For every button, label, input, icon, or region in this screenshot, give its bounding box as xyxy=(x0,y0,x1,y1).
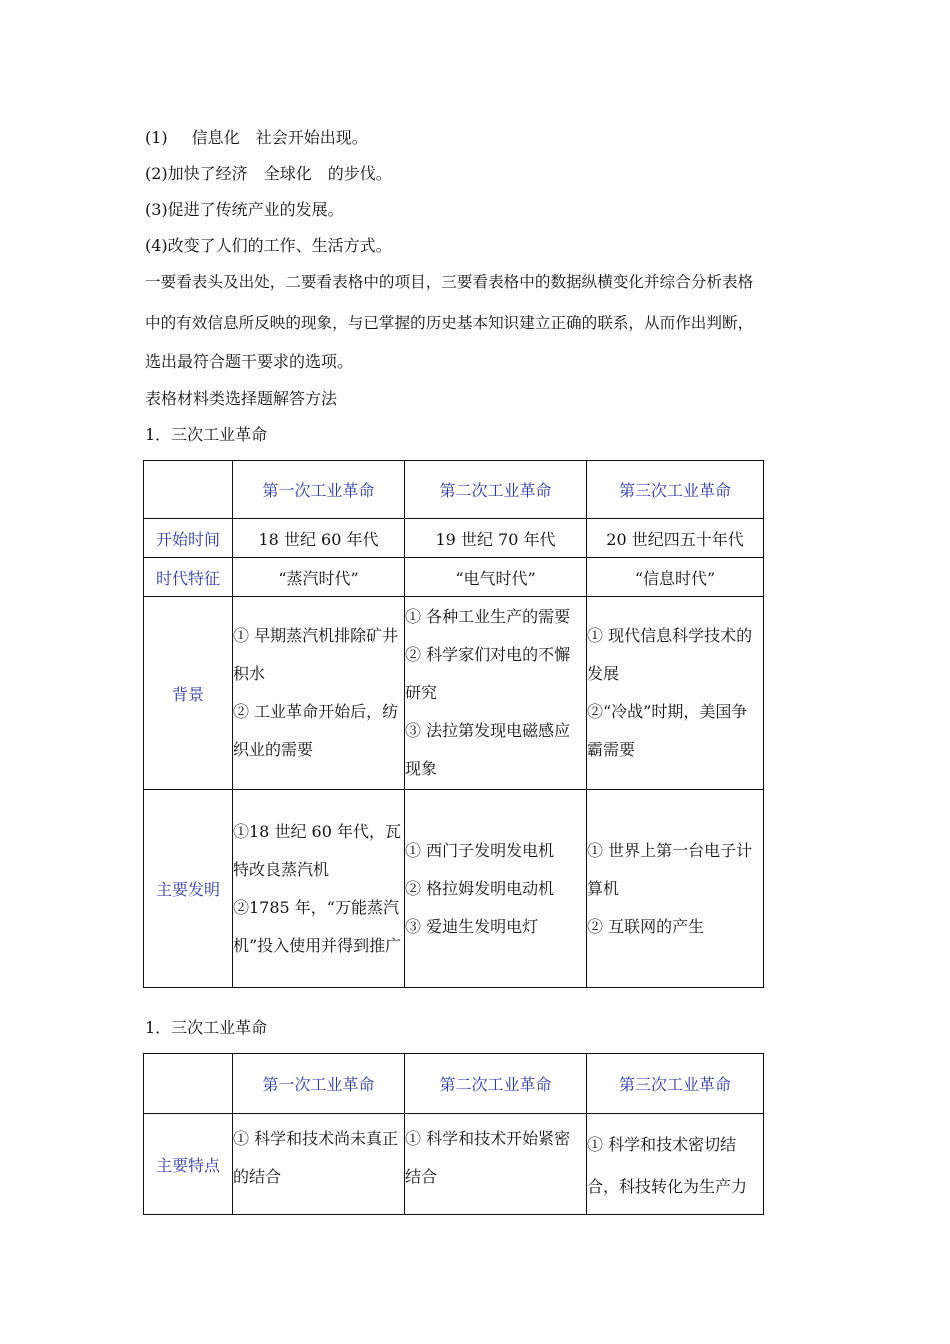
section-title: 1．三次工业革命 xyxy=(145,425,268,444)
table-cell: 18 世纪 60 年代 xyxy=(233,519,405,558)
header-third-revolution: 第三次工业革命 xyxy=(587,1054,764,1114)
table-cell: ① 科学和技术密切结合，科技转化为生产力 xyxy=(587,1114,764,1215)
table-cell xyxy=(587,597,764,790)
table-cell xyxy=(405,597,587,790)
intro-item-1 xyxy=(145,128,368,148)
item-text: 的步伐。 xyxy=(327,164,392,183)
cell-item: ②1785 年，“万能蒸汽机”投入使用并得到推广 xyxy=(233,897,402,955)
header-second-revolution: 第二次工业革命 xyxy=(405,1054,587,1114)
revolution-features-table xyxy=(143,1053,764,1215)
cell-item: ②“冷战”时期，美国争霸需要 xyxy=(587,702,748,759)
table-cell: 19 世纪 70 年代 xyxy=(405,519,587,558)
cell-item: ① 各种工业生产的需要 xyxy=(405,607,571,626)
table-cell xyxy=(233,790,405,988)
table-cell: “蒸汽时代” xyxy=(233,558,405,597)
industrial-revolution-table xyxy=(143,460,764,988)
item-number: (1) xyxy=(145,128,168,147)
table-row xyxy=(144,597,764,790)
blank-answer: 信息化 xyxy=(191,128,240,147)
row-label-start-time: 开始时间 xyxy=(144,519,233,558)
cell-item: ③ 爱迪生发明电灯 xyxy=(405,916,539,936)
cell-item: ① 世界上第一台电子计算机 xyxy=(587,840,753,898)
table-row xyxy=(144,558,764,597)
cell-item: ② 互联网的产生 xyxy=(587,916,705,936)
paragraph-line: 一要看表头及出处，二要看表格中的项目，三要看表格中的数据纵横变化并综合分析表格 xyxy=(145,273,754,291)
row-label-era: 时代特征 xyxy=(144,558,233,597)
blank-answer: 全球化 xyxy=(263,164,312,183)
cell-item: ①18 世纪 60 年代，瓦特改良蒸汽机 xyxy=(233,821,401,879)
table-cell: “电气时代” xyxy=(405,558,587,597)
table-header-row xyxy=(144,1054,764,1114)
table-cell xyxy=(405,790,587,988)
header-second-revolution: 第二次工业革命 xyxy=(405,461,587,519)
table-cell: ① 科学和技术开始紧密结合 xyxy=(405,1114,587,1215)
table-cell: 20 世纪四五十年代 xyxy=(587,519,764,558)
intro-item-2 xyxy=(145,164,392,184)
item-text: 加快了经济 xyxy=(167,164,248,183)
cell-item: ② 格拉姆发明电动机 xyxy=(405,878,555,898)
paragraph-line: 中的有效信息所反映的现象，与已掌握的历史基本知识建立正确的联系，从而作出判断， xyxy=(145,314,754,332)
cell-item: ① 现代信息科学技术的发展 xyxy=(587,626,753,683)
intro-item-3: (3)促进了传统产业的发展。 xyxy=(145,200,344,219)
table-row xyxy=(144,1114,764,1215)
cell-item: ③ 法拉第发现电磁感应现象 xyxy=(405,721,571,778)
section-title: 1．三次工业革命 xyxy=(145,1018,268,1037)
table-cell: ① 科学和技术尚未真正的结合 xyxy=(233,1114,405,1215)
cell-item: ① 早期蒸汽机排除矿井积水 xyxy=(233,626,399,683)
item-text: 社会开始出现。 xyxy=(255,128,368,147)
table-corner-cell xyxy=(144,1054,233,1114)
intro-item-4: (4)改变了人们的工作、生活方式。 xyxy=(145,236,392,255)
table-cell xyxy=(233,597,405,790)
row-label-background: 背景 xyxy=(144,597,233,790)
table-cell xyxy=(587,790,764,988)
table-corner-cell xyxy=(144,461,233,519)
cell-item: ① 西门子发明发电机 xyxy=(405,840,555,860)
row-label-inventions: 主要发明 xyxy=(144,790,233,988)
row-label-features: 主要特点 xyxy=(144,1114,233,1215)
table-header-row xyxy=(144,461,764,519)
item-number: (2) xyxy=(145,164,168,183)
header-first-revolution: 第一次工业革命 xyxy=(233,461,405,519)
header-first-revolution: 第一次工业革命 xyxy=(233,1054,405,1114)
header-third-revolution: 第三次工业革命 xyxy=(587,461,764,519)
cell-item: ② 科学家们对电的不懈研究 xyxy=(405,645,571,702)
table-row xyxy=(144,790,764,988)
paragraph-line: 选出最符合题干要求的选项。 xyxy=(145,352,354,371)
table-cell: “信息时代” xyxy=(587,558,764,597)
table-row xyxy=(144,519,764,558)
cell-item: ② 工业革命开始后，纺织业的需要 xyxy=(233,702,399,759)
method-title: 表格材料类选择题解答方法 xyxy=(145,389,338,408)
